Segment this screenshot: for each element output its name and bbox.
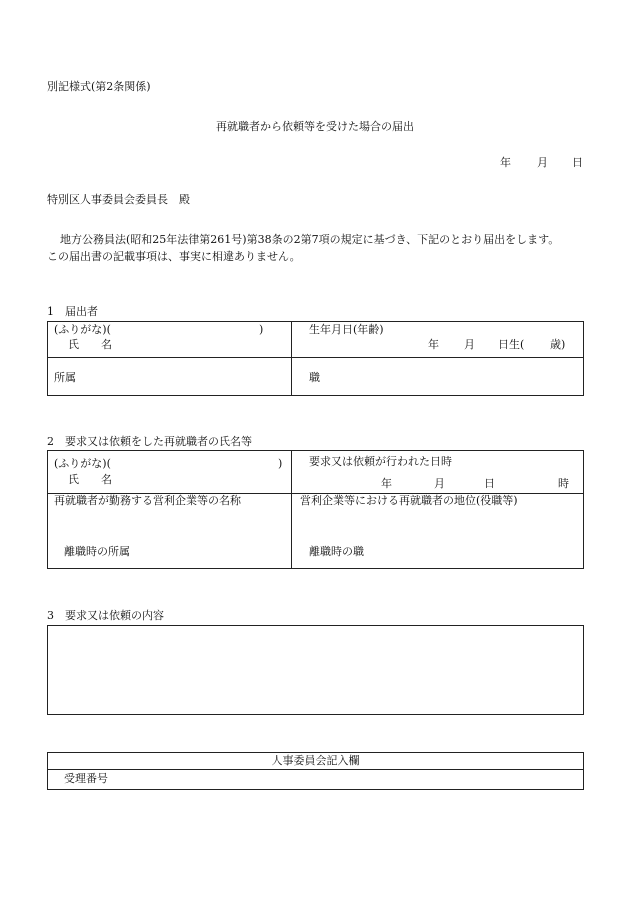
- section3-heading: 3 要求又は依頼の内容: [47, 609, 164, 622]
- s1-birth-age-close: 歳): [550, 338, 566, 351]
- s1-furigana-label: (ふりがな)(: [54, 323, 111, 336]
- committee-box: [47, 752, 584, 790]
- committee-receipt-label: 受理番号: [64, 772, 108, 785]
- s2-former-position-label: 離職時の職: [309, 545, 364, 558]
- s2-furigana-close: ): [278, 457, 283, 470]
- section2-heading: 2 要求又は依頼をした再就職者の氏名等: [47, 435, 252, 448]
- s1-birth-year: 年: [428, 338, 439, 351]
- section1-divider: [291, 322, 292, 395]
- s1-affiliation-label: 所属: [54, 371, 76, 384]
- s2-date-month: 月: [434, 477, 445, 490]
- section1-heading: 1 届出者: [47, 305, 98, 318]
- s2-company-label: 再就職者が勤務する営利企業等の名称: [54, 494, 241, 507]
- s2-date-hour: 時: [558, 477, 569, 490]
- section2-table: [47, 450, 584, 569]
- s2-furigana-label: (ふりがな)(: [54, 457, 111, 470]
- section1-row-divider: [48, 357, 583, 358]
- s2-company-position-label: 営利企業等における再就職者の地位(役職等): [300, 494, 518, 507]
- form-reference: 別記様式(第2条関係): [47, 80, 151, 93]
- s1-furigana-close: ): [259, 323, 264, 336]
- intro-line-1: 地方公務員法(昭和25年法律第261号)第38条の2第7項の規定に基づき、下記のとおり届出をします。: [60, 233, 560, 246]
- date-year: 年: [500, 156, 511, 169]
- date-month: 月: [537, 156, 548, 169]
- s2-name-label: 氏 名: [68, 473, 112, 486]
- committee-divider: [48, 769, 583, 770]
- s1-birth-month: 月: [464, 338, 475, 351]
- s1-name-label: 氏 名: [68, 338, 112, 351]
- section3-content-box[interactable]: [47, 625, 584, 715]
- s2-date-year: 年: [381, 477, 392, 490]
- addressee: 特別区人事委員会委員長 殿: [47, 193, 190, 206]
- s2-date-label: 要求又は依頼が行われた日時: [309, 455, 452, 468]
- s1-birth-label: 生年月日(年齢): [309, 323, 384, 336]
- s1-birth-day-age: 日生(: [498, 338, 525, 351]
- s1-position-label: 職: [309, 371, 320, 384]
- date-day: 日: [572, 156, 583, 169]
- s2-former-affiliation-label: 離職時の所属: [64, 545, 130, 558]
- committee-heading: 人事委員会記入欄: [271, 754, 360, 767]
- s2-date-day: 日: [484, 477, 495, 490]
- page-title: 再就職者から依頼等を受けた場合の届出: [216, 120, 414, 133]
- section2-divider: [291, 451, 292, 568]
- intro-line-2: この届出書の記載事項は、事実に相違ありません。: [47, 250, 301, 263]
- section1-table: [47, 321, 584, 396]
